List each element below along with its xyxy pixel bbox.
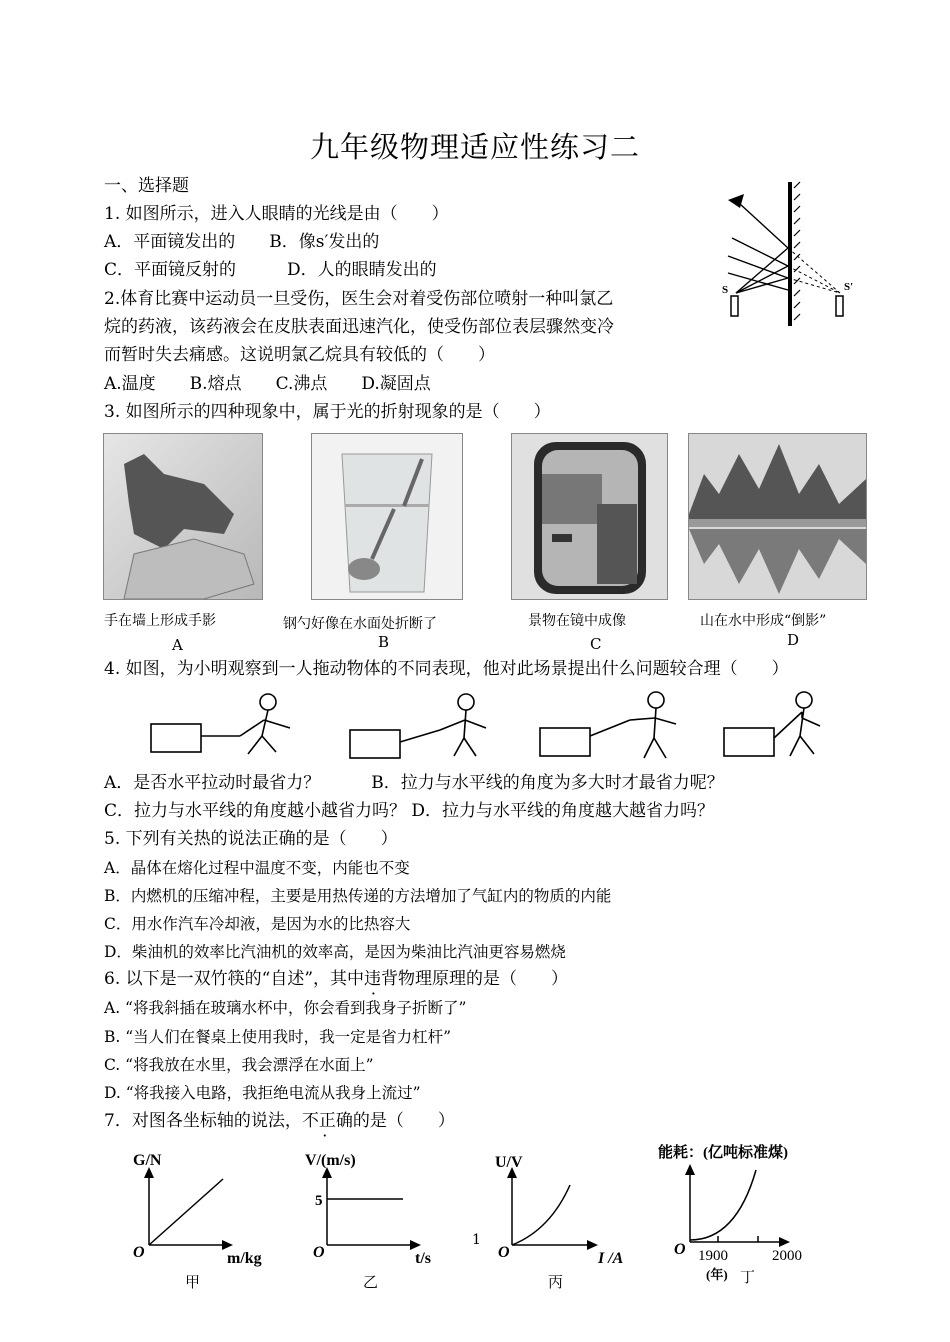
section-heading: 一、选择题	[104, 176, 189, 196]
svg-text:甲: 甲	[185, 1275, 201, 1291]
q3-stem: 3. 如图所示的四种现象中，属于光的折射现象的是（ ）	[104, 402, 551, 422]
caption-b: 钢勺好像在水面处折断了	[283, 616, 437, 632]
svg-text:2000: 2000	[772, 1248, 802, 1264]
photo-mountain-reflection	[688, 433, 867, 600]
q6-stem: 6. 以下是一双竹筷的“自述”，其中违背物理原理的是（ ）	[104, 969, 569, 989]
letter-c: C	[590, 635, 602, 653]
svg-text:(年): (年)	[706, 1267, 728, 1282]
q5-option-a: A．晶体在熔化过程中温度不变，内能也不变	[104, 859, 410, 877]
svg-text:t/s: t/s	[415, 1250, 431, 1267]
svg-text:5: 5	[315, 1193, 323, 1209]
q6-emphasis: 违	[364, 969, 382, 989]
q2-line2: 烷的药液，该药液会在皮肤表面迅速汽化，使受伤部位表层骤然变冷	[104, 317, 614, 337]
q4-options-ab: A．是否水平拉动时最省力？ B．拉力与水平线的角度为多大时才最省力呢？	[104, 773, 724, 793]
svg-text:丁: 丁	[740, 1270, 756, 1286]
letter-b: B	[378, 633, 390, 651]
graph-jia	[125, 1145, 285, 1295]
q6-option-b: B. “当人们在餐桌上使用我时，我一定是省力杠杆”	[104, 1028, 452, 1046]
svg-text:乙: 乙	[363, 1275, 379, 1291]
page-title: 九年级物理适应性练习二	[309, 130, 640, 164]
q2-options: A.温度 B.熔点 C.沸点 D.凝固点	[104, 374, 431, 394]
label-s: S	[722, 284, 729, 296]
svg-text:O: O	[133, 1244, 145, 1261]
q2-line1: 2.体育比赛中运动员一旦受伤，医生会对着受伤部位喷射一种叫氯乙	[104, 289, 614, 309]
svg-text:丙: 丙	[548, 1275, 564, 1291]
q1-options-ab: A．平面镜发出的 B．像s′发出的	[104, 232, 380, 252]
label-s-prime: S′	[844, 281, 854, 293]
q5-option-c: C．用水作汽车冷却液，是因为水的比热容大	[104, 915, 411, 933]
caption-d: 山在水中形成“倒影”	[700, 613, 827, 629]
caption-a: 手在墙上形成手影	[104, 613, 216, 629]
photo-hand-shadow	[103, 433, 263, 600]
photo-car-mirror	[511, 433, 668, 600]
q5-option-b: B．内燃机的压缩冲程，主要是用热传递的方法增加了气缸内的物质的内能	[104, 887, 612, 905]
letter-a: A	[172, 636, 183, 654]
q5-option-d: D．柴油机的效率比汽油机的效率高，是因为柴油比汽油更容易燃烧	[104, 943, 566, 961]
q1-stem: 1. 如图所示，进入人眼睛的光线是由（ ）	[104, 204, 449, 224]
letter-d: D	[787, 631, 800, 649]
q1-options-cd: C．平面镜反射的 D．人的眼睛发出的	[104, 260, 437, 280]
svg-text:O: O	[674, 1241, 686, 1258]
mirror-diagram	[718, 178, 868, 328]
q4-stem: 4. 如图，为小明观察到一人拖动物体的不同表现，他对此场景提出什么问题较合理（ ）	[104, 659, 789, 679]
svg-text:U/V: U/V	[495, 1154, 523, 1171]
svg-text:1900: 1900	[698, 1248, 728, 1264]
photo-spoon-in-glass	[311, 433, 463, 600]
q6-option-d: D. “将我接入电路，我拒绝电流从我身上流过”	[104, 1084, 421, 1102]
q5-stem: 5. 下列有关热的说法正确的是（ ）	[104, 829, 398, 849]
caption-c: 景物在镜中成像	[528, 613, 626, 629]
q4-options-cd: C．拉力与水平线的角度越小越省力吗？ D．拉力与水平线的角度越大越省力吗？	[104, 801, 715, 821]
graph-yi	[305, 1145, 465, 1295]
page-number: 1	[472, 1232, 481, 1248]
pulling-figures	[140, 686, 840, 766]
graph-bing	[490, 1145, 650, 1295]
q2-line3: 而暂时失去痛感。这说明氯乙烷具有较低的（ ）	[104, 345, 495, 365]
q6-option-a: A. “将我斜插在玻璃水杯中，你会看到我身子折断了”	[104, 999, 467, 1017]
q7-emphasis: 不正确	[301, 1111, 353, 1131]
svg-text:m/kg: m/kg	[227, 1250, 262, 1267]
svg-text:O: O	[498, 1244, 510, 1261]
svg-text:I /A: I /A	[598, 1250, 624, 1267]
graph-ding	[656, 1140, 826, 1295]
svg-text:V/(m/s): V/(m/s)	[305, 1152, 356, 1169]
svg-text:G/N: G/N	[133, 1152, 162, 1169]
svg-text:能耗：(亿吨标准煤): 能耗：(亿吨标准煤)	[658, 1145, 788, 1161]
q7-stem: 7．对图各坐标轴的说法，不正确的是（ ）	[104, 1111, 455, 1131]
q6-option-c: C. “将我放在水里，我会漂浮在水面上”	[104, 1056, 374, 1074]
svg-text:O: O	[313, 1244, 325, 1261]
